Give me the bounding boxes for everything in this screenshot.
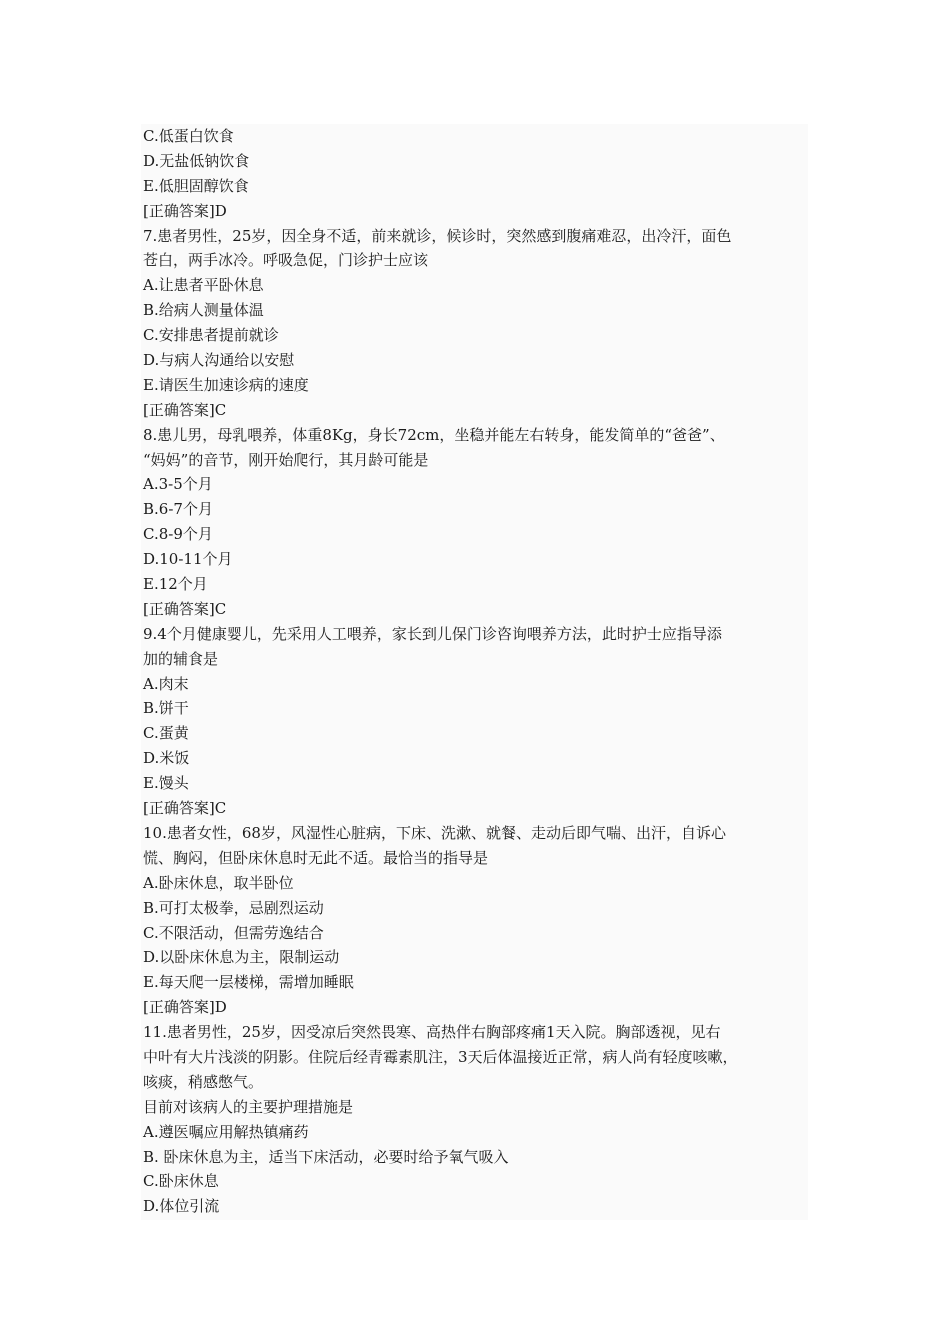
answer-line: [正确答案]C <box>143 599 227 618</box>
question-11-line-4: 目前对该病人的主要护理措施是 <box>143 1097 354 1116</box>
answer-line: [正确答案]D <box>143 201 227 220</box>
option-line: A.卧床休息，取半卧位 <box>143 873 294 892</box>
option-line: B.给病人测量体温 <box>143 301 264 320</box>
question-11-line-2: 中叶有大片浅淡的阴影。住院后经青霉素肌注，3天后体温接近正常，病人尚有轻度咳嗽， <box>143 1047 738 1066</box>
option-line: E.馒头 <box>143 774 189 793</box>
option-line: C.不限活动，但需劳逸结合 <box>143 923 324 942</box>
option-line: D.与病人沟通给以安慰 <box>143 351 295 370</box>
text-line: E.低胆固醇饮食 <box>143 176 249 195</box>
option-line: D.体位引流 <box>143 1197 220 1216</box>
option-line: A.遵医嘱应用解热镇痛药 <box>143 1122 309 1141</box>
text-line: C.低蛋白饮食 <box>143 127 234 145</box>
option-line: C.卧床休息 <box>143 1172 219 1191</box>
option-line: D.米饭 <box>143 749 190 768</box>
option-line: A.3-5个月 <box>143 475 213 494</box>
question-7-line-2: 苍白，两手冰冷。呼吸急促，门诊护士应该 <box>143 251 429 270</box>
option-line: E.每天爬一层楼梯，需增加睡眠 <box>143 973 354 992</box>
answer-line: [正确答案]D <box>143 998 227 1017</box>
option-line: E.请医生加速诊病的速度 <box>143 375 309 394</box>
answer-line: [正确答案]C <box>143 799 227 818</box>
option-line: A.让患者平卧休息 <box>143 276 264 295</box>
option-line: C.8-9个月 <box>143 525 213 544</box>
option-line: E.12个月 <box>143 575 208 594</box>
answer-line: [正确答案]C <box>143 400 227 419</box>
question-8-line-2: “妈妈”的音节，刚开始爬行，其月龄可能是 <box>143 450 429 469</box>
question-11-line-3: 咳痰，稍感憋气。 <box>143 1072 264 1091</box>
question-10-line-2: 慌、胸闷，但卧床休息时无此不适。最恰当的指导是 <box>143 848 489 867</box>
option-line: B.6-7个月 <box>143 500 213 519</box>
question-9-line-1: 9.4个月健康婴儿，先采用人工喂养，家长到儿保门诊咨询喂养方法，此时护士应指导添 <box>143 624 722 643</box>
option-line: C.蛋黄 <box>143 724 189 743</box>
question-11-line-1: 11.患者男性，25岁，因受凉后突然畏寒、高热伴右胸部疼痛1天入院。胸部透视，见右 <box>143 1023 721 1042</box>
option-line: D.10-11个月 <box>143 550 233 569</box>
option-line: B.可打太极拳，忌剧烈运动 <box>143 898 324 917</box>
option-line: D.以卧床休息为主，限制运动 <box>143 948 340 967</box>
question-10-line-1: 10.患者女性，68岁，风湿性心脏病，下床、洗漱、就餐、走动后即气喘、出汗，自诉心 <box>143 823 726 842</box>
option-line: A.肉末 <box>143 674 189 693</box>
option-line: B. 卧床休息为主，适当下床活动，必要时给予氧气吸入 <box>143 1147 509 1166</box>
question-7-line-1: 7.患者男性，25岁，因全身不适，前来就诊，候诊时，突然感到腹痛难忍，出冷汗，面色 <box>143 226 732 245</box>
document-text <box>141 124 808 1220</box>
question-8-line-1: 8.患儿男，母乳喂养，体重8Kg，身长72cm，坐稳并能左右转身，能发简单的“爸爸”、 <box>143 425 725 444</box>
option-line: C.安排患者提前就诊 <box>143 326 279 345</box>
option-line: B.饼干 <box>143 699 189 718</box>
text-line: D.无盐低钠饮食 <box>143 151 250 170</box>
question-9-line-2: 加的辅食是 <box>143 649 219 668</box>
